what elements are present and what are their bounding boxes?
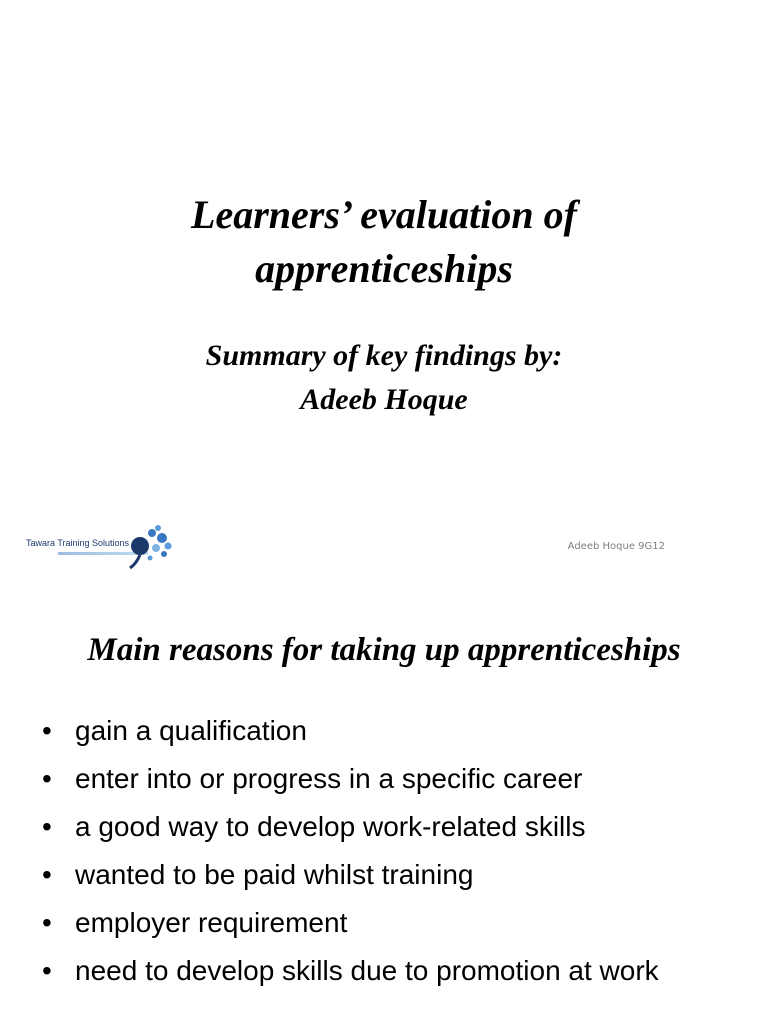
list-item: • gain a qualification (42, 715, 307, 746)
title-line-1: Learners’ evaluation of (191, 192, 577, 237)
logo-text: Tawara Training Solutions (26, 538, 130, 548)
bullet-icon: • (42, 715, 52, 746)
presentation-title (0, 188, 768, 296)
title-line-2: apprenticeships (255, 246, 513, 291)
presentation-subtitle (0, 334, 768, 422)
bullet-icon: • (42, 907, 52, 938)
list-item: • employer requirement (42, 907, 348, 938)
subtitle-line-1: Summary of key findings by: (205, 339, 563, 372)
slide-footer: Adeeb Hoque 9G12 (567, 541, 665, 552)
company-logo (22, 524, 172, 570)
author-name: Adeeb Hoque (300, 383, 468, 416)
slide-main-reasons (0, 578, 768, 1024)
list-item: • need to develop skills due to promotion at work (42, 955, 659, 986)
bullet-icon: • (42, 763, 52, 794)
list-item: • a good way to develop work-related skills (42, 811, 586, 842)
tawara-logo-icon (126, 524, 172, 570)
bullet-icon: • (42, 955, 52, 986)
bullet-icon: • (42, 859, 52, 890)
list-item: • enter into or progress in a specific career (42, 763, 583, 794)
bullet-icon: • (42, 811, 52, 842)
slide-title: Main reasons for taking up apprenticeships (87, 632, 681, 668)
reasons-list (40, 714, 720, 1002)
list-item: • wanted to be paid whilst training (42, 859, 474, 890)
